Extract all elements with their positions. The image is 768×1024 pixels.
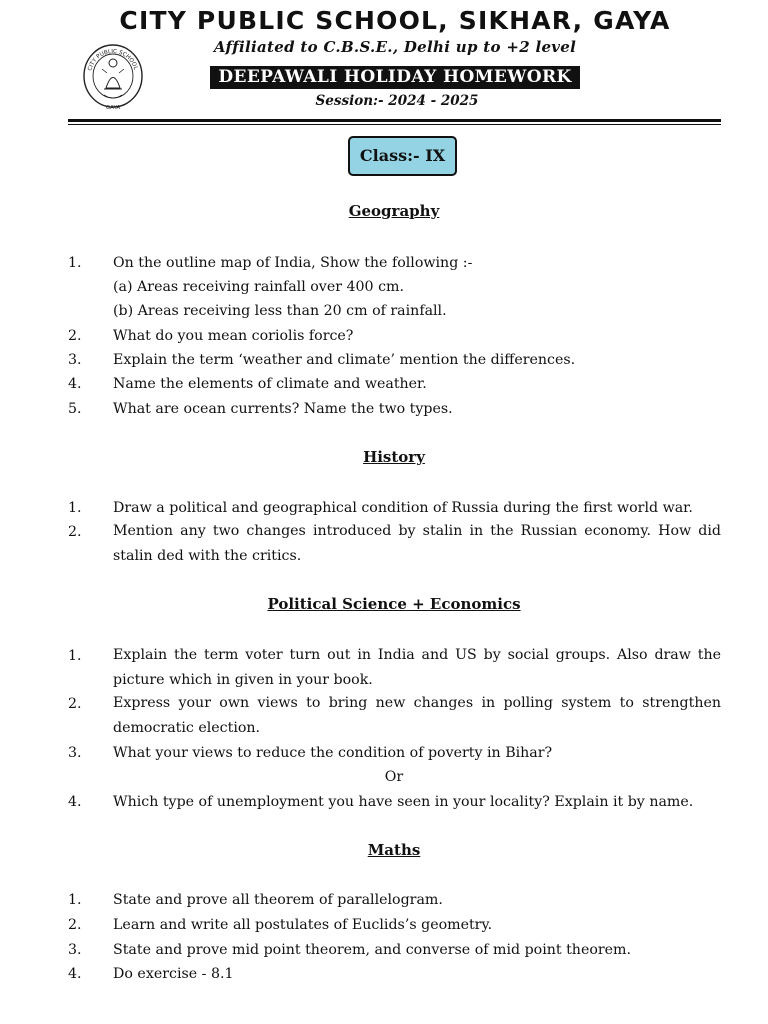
session-line: Session:- 2024 - 2025 <box>315 93 479 109</box>
question-text: What your views to reduce the condition of poverty in Bihar? <box>113 745 553 761</box>
school-seal-icon <box>82 43 144 113</box>
section-heading-maths: Maths <box>367 841 421 859</box>
section-heading-geography: Geography <box>348 202 440 220</box>
or-separator: Or <box>384 769 404 785</box>
question-text: Explain the term ‘weather and climate’ mention the differences. <box>113 352 576 368</box>
question-text: Name the elements of climate and weather. <box>113 376 427 392</box>
question-text: What are ocean currents? Name the two types. <box>113 401 453 417</box>
question-number: 4. <box>68 376 82 392</box>
question-text: Draw a political and geographical condition of Russia during the first world war. <box>113 500 693 516</box>
question-text: Do exercise - 8.1 <box>113 966 234 982</box>
header-rule-thick <box>68 119 721 122</box>
question-number: 3. <box>68 745 82 761</box>
question-number: 1. <box>68 648 82 664</box>
question-number: 3. <box>68 942 82 958</box>
question-number: 4. <box>68 966 82 982</box>
question-number: 3. <box>68 352 82 368</box>
header-rule-thin <box>68 124 721 125</box>
question-text: On the outline map of India, Show the following :- <box>113 255 473 271</box>
question-text: Express your own views to bring new changes in polling system to strengthen democratic election. <box>113 695 721 736</box>
question-subpart: (a) Areas receiving rainfall over 400 cm. <box>113 279 405 295</box>
question-number: 2. <box>68 328 82 344</box>
question-text: What do you mean coriolis force? <box>113 328 354 344</box>
question-text: Mention any two changes introduced by stalin in the Russian economy. How did stalin ded with the critics. <box>113 523 721 564</box>
homework-banner: DEEPAWALI HOLIDAY HOMEWORK <box>210 66 579 89</box>
section-heading-history: History <box>363 448 425 466</box>
question-text: State and prove mid point theorem, and converse of mid point theorem. <box>113 942 632 958</box>
class-label: Class:- IX <box>348 136 457 176</box>
question-text: Explain the term voter turn out in India and US by social groups. Also draw the picture which in given in your book. <box>113 647 721 688</box>
question-text: Which type of unemployment you have seen in your locality? Explain it by name. <box>113 794 694 810</box>
question-number: 2. <box>68 917 82 933</box>
section-heading-polsci: Political Science + Economics <box>267 595 521 613</box>
question-number: 1. <box>68 892 82 908</box>
question-subpart: (b) Areas receiving less than 20 cm of rainfall. <box>113 303 447 319</box>
question-number: 5. <box>68 401 82 417</box>
question-text: Learn and write all postulates of Euclids’s geometry. <box>113 917 493 933</box>
seal-text-bottom: GAYA <box>105 105 121 111</box>
question-number: 1. <box>68 500 82 516</box>
question-number: 2. <box>68 696 82 712</box>
question-number: 4. <box>68 794 82 810</box>
question-number: 2. <box>68 524 82 540</box>
affiliation-line: Affiliated to C.B.S.E., Delhi up to +2 level <box>213 38 577 56</box>
question-text: State and prove all theorem of parallelogram. <box>113 892 443 908</box>
school-name: CITY PUBLIC SCHOOL, SIKHAR, GAYA <box>119 6 671 35</box>
seal-text-top: CITY PUBLIC SCHOOL <box>87 48 139 72</box>
question-number: 1. <box>68 255 82 271</box>
